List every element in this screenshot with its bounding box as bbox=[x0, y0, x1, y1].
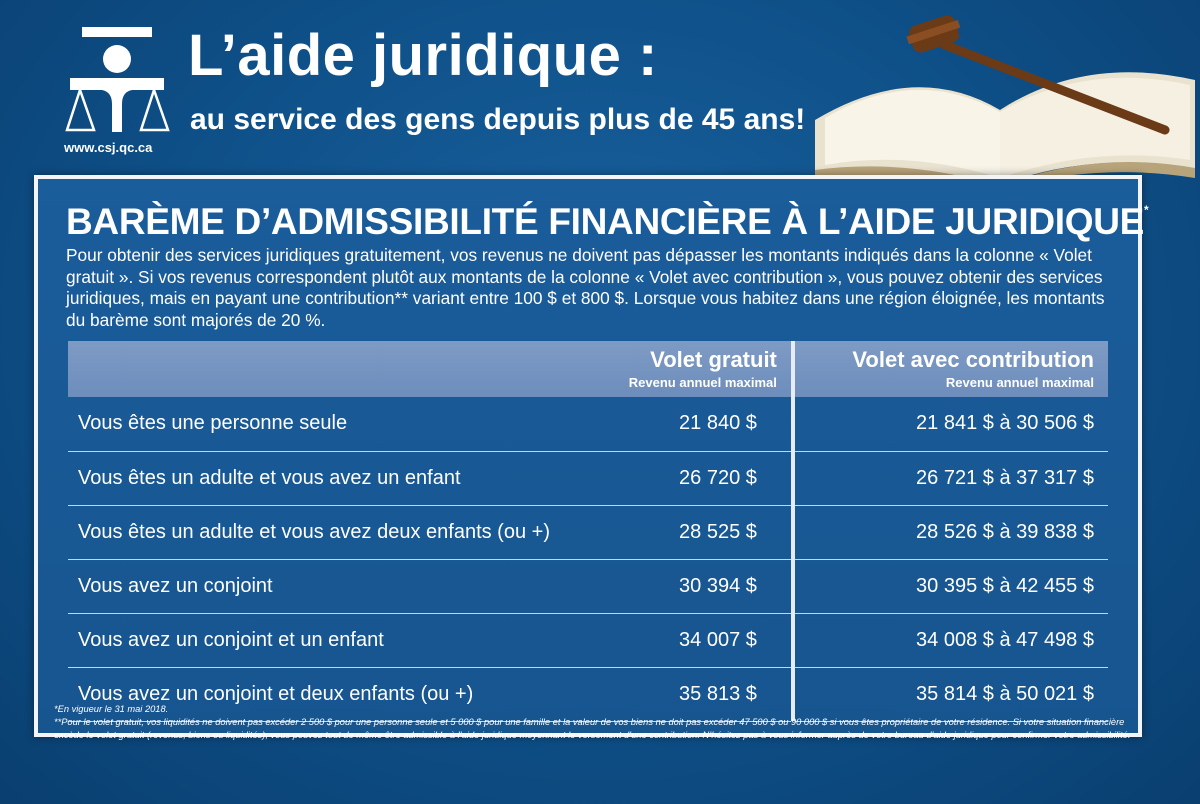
table-header bbox=[68, 341, 1108, 397]
contribution-range: 21 841 $ à 30 506 $ bbox=[795, 397, 1108, 451]
page-subtitle: au service des gens depuis plus de 45 ans! bbox=[190, 103, 806, 136]
column-header-contribution: Volet avec contribution Revenu annuel maximal bbox=[795, 341, 1108, 397]
household-type: Vous avez un conjoint et deux enfants (ou +) bbox=[68, 667, 588, 721]
intro-text: Pour obtenir des services juridiques gratuitement, vos revenus ne doivent pas dépasser les montants indiqués dans la colonne « Volet gratuit ». Si vos revenus correspondent plutôt aux montants de la colonne « Volet avec contribution », vous pouvez obtenir des services juridiques, mais en payant une contribution** variant entre 100 $ et 800 $. Lorsque vous habitez dans une région éloignée, les montants du barème sont majorés de 20 %. bbox=[66, 245, 1105, 330]
free-amount: 34 007 $ bbox=[588, 613, 791, 667]
eligibility-panel bbox=[34, 175, 1149, 740]
table-row bbox=[68, 397, 1108, 451]
book-and-gavel-icon bbox=[795, 0, 1200, 190]
table-row bbox=[68, 505, 1108, 559]
table-row bbox=[68, 559, 1108, 613]
free-amount: 26 720 $ bbox=[588, 451, 791, 505]
column-header-free: Volet gratuit Revenu annuel maximal bbox=[588, 341, 791, 397]
household-type: Vous êtes un adulte et vous avez deux enfants (ou +) bbox=[68, 505, 588, 559]
contribution-range: 35 814 $ à 50 021 $ bbox=[795, 667, 1108, 721]
free-amount: 21 840 $ bbox=[588, 397, 791, 451]
free-amount: 35 813 $ bbox=[588, 667, 791, 721]
table-row bbox=[68, 613, 1108, 667]
table-row bbox=[68, 451, 1108, 505]
footnote-effective-date: *En vigueur le 31 mai 2018. bbox=[54, 704, 169, 714]
website-url[interactable]: www.csj.qc.ca bbox=[64, 140, 153, 155]
free-amount: 30 394 $ bbox=[588, 559, 791, 613]
panel-title: BARÈME D’ADMISSIBILITÉ FINANCIÈRE À L’AIDE JURIDIQUE* bbox=[66, 201, 1149, 242]
contribution-range: 26 721 $ à 37 317 $ bbox=[795, 451, 1108, 505]
household-type: Vous êtes une personne seule bbox=[68, 397, 588, 451]
contribution-range: 34 008 $ à 47 498 $ bbox=[795, 613, 1108, 667]
page-title: L’aide juridique : bbox=[188, 23, 658, 88]
household-type: Vous avez un conjoint et un enfant bbox=[68, 613, 588, 667]
household-type: Vous êtes un adulte et vous avez un enfant bbox=[68, 451, 588, 505]
footnote-details: **Pour le volet gratuit, vos liquidités ne doivent pas excéder 2 500 $ pour une personne seule et 5 000 $ pour une famille et la valeur de vos biens ne doit pas excéder 47 500 $ ou 90 000 $ si vous êtes propriétaire de votre résidence. Si votre situation financière excède le volet gratuit (revenus, biens ou liquidités), vous pouvez tout de même être admissible à l’aide juridique moyennant le versement d’une contribution. N’hésitez pas à vous informer auprès de votre bureau d’aide juridique pour confirmer votre admissibilité. bbox=[54, 717, 1131, 740]
contribution-range: 30 395 $ à 42 455 $ bbox=[795, 559, 1108, 613]
table-row bbox=[68, 667, 1108, 721]
household-type: Vous avez un conjoint bbox=[68, 559, 588, 613]
eligibility-table bbox=[68, 341, 1108, 722]
free-amount: 28 525 $ bbox=[588, 505, 791, 559]
contribution-range: 28 526 $ à 39 838 $ bbox=[795, 505, 1108, 559]
